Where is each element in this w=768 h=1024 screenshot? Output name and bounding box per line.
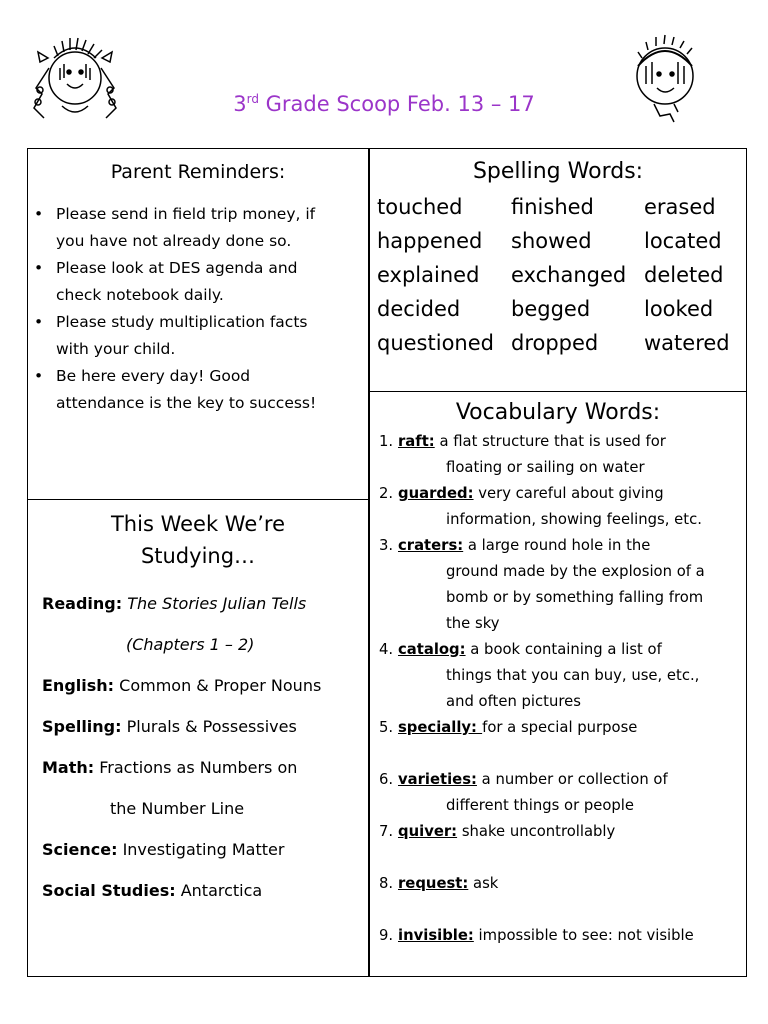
vocab-term: invisible: xyxy=(398,927,474,944)
list-item: • Please look at DES agenda and check notebook daily. xyxy=(34,259,298,304)
vocab-item: 7. quiver: shake uncontrollably xyxy=(379,823,616,840)
vocab-item: 5. specially: for a special purpose xyxy=(379,719,638,736)
vocab-term: varieties: xyxy=(398,771,477,788)
vocab-item: 6. varieties: a number or collection of different things or people xyxy=(379,771,668,814)
spelling-words-box xyxy=(369,148,747,392)
spelling-word: dropped xyxy=(511,331,599,355)
study-row-math: Math: Fractions as Numbers on xyxy=(42,758,298,777)
page-title: 3rd Grade Scoop Feb. 13 – 17 xyxy=(233,92,535,116)
parent-reminders-box xyxy=(27,148,369,500)
this-week-studying-box xyxy=(27,499,369,977)
vocab-item: 8. request: ask xyxy=(379,875,499,892)
spelling-word: questioned xyxy=(377,331,494,355)
list-item: • Be here every day! Good attendance is the key to success! xyxy=(34,367,317,412)
vocab-item: 2. guarded: very careful about giving information, showing feelings, etc. xyxy=(379,485,702,528)
study-row-reading: Reading: The Stories Julian Tells xyxy=(42,594,307,613)
spelling-word: watered xyxy=(644,331,730,355)
vocab-term: quiver: xyxy=(398,823,458,840)
spelling-word: finished xyxy=(511,195,594,219)
study-row-social-studies: Social Studies: Antarctica xyxy=(42,881,263,900)
reminders-heading: Parent Reminders: xyxy=(110,161,286,183)
vocab-item: 3. craters: a large round hole in the ground made by the explosion of a bomb or by something falling from the sky xyxy=(379,537,705,632)
vocab-term: catalog: xyxy=(398,641,466,658)
studying-heading: This Week We’re Studying… xyxy=(110,512,286,568)
spelling-word: touched xyxy=(377,195,463,219)
vocab-list xyxy=(379,429,746,949)
spelling-word: decided xyxy=(377,297,461,321)
spelling-word: explained xyxy=(377,263,480,287)
vocab-item: 1. raft: a flat structure that is used for floating or sailing on water xyxy=(379,433,666,476)
study-row-chapters: (Chapters 1 – 2) xyxy=(126,635,255,654)
spelling-heading: Spelling Words: xyxy=(472,159,644,184)
spelling-word: exchanged xyxy=(511,263,627,287)
spelling-word: happened xyxy=(377,229,483,253)
study-row-science: Science: Investigating Matter xyxy=(42,840,285,859)
spelling-word-grid xyxy=(377,190,746,360)
vocab-item: 9. invisible: impossible to see: not visible xyxy=(379,927,694,944)
vocabulary-words-box xyxy=(369,391,747,977)
spelling-word: begged xyxy=(511,297,591,321)
study-row-math-cont: the Number Line xyxy=(110,799,245,818)
study-row-spelling: Spelling: Plurals & Possessives xyxy=(42,717,297,736)
vocab-term: specially: xyxy=(398,719,483,736)
spelling-word: located xyxy=(644,229,722,253)
vocab-heading: Vocabulary Words: xyxy=(455,400,661,425)
study-row-english: English: Common & Proper Nouns xyxy=(42,676,322,695)
reminders-list xyxy=(28,201,368,417)
vocab-term: craters: xyxy=(398,537,464,554)
vocab-term: request: xyxy=(398,875,469,892)
spelling-word: showed xyxy=(511,229,592,253)
spelling-word: deleted xyxy=(644,263,724,287)
list-item: • Please send in field trip money, if you have not already done so. xyxy=(34,205,316,250)
vocab-item: 4. catalog: a book containing a list of things that you can buy, use, etc., and often pictures xyxy=(379,641,700,710)
list-item: • Please study multiplication facts with your child. xyxy=(34,313,308,358)
vocab-term: raft: xyxy=(398,433,435,450)
spelling-word: looked xyxy=(644,297,714,321)
spelling-word: erased xyxy=(644,195,716,219)
study-list xyxy=(42,594,368,922)
vocab-term: guarded: xyxy=(398,485,474,502)
